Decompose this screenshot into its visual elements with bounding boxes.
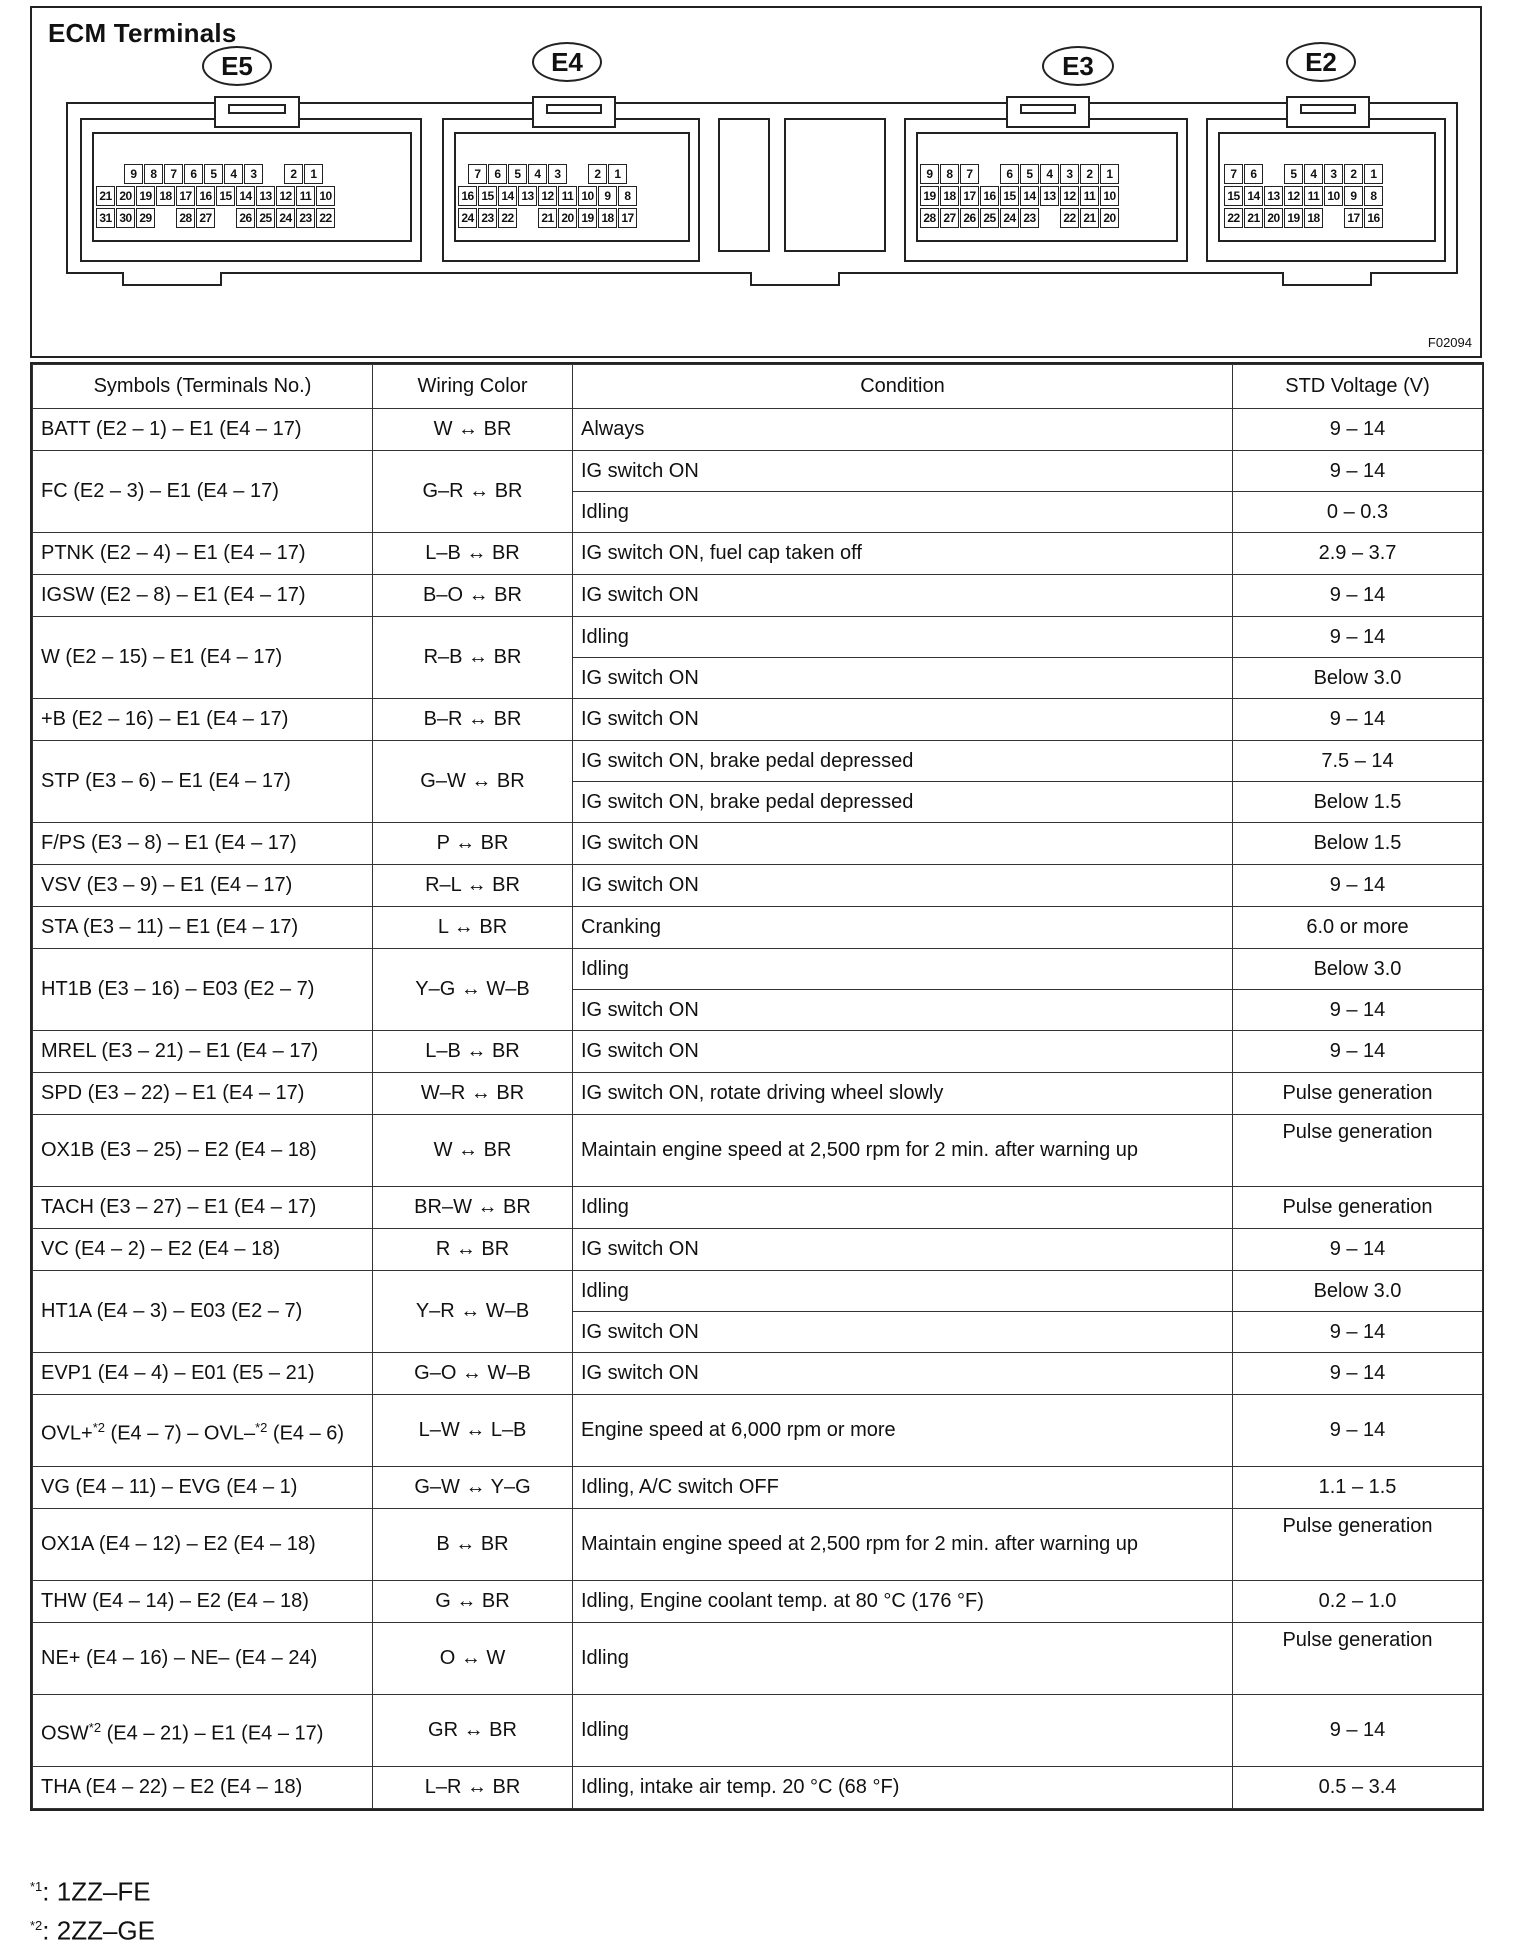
terminal-pin: 6	[488, 164, 507, 184]
terminal-pin: 3	[244, 164, 263, 184]
terminal-pin: 15	[216, 186, 235, 206]
mounting-foot	[1282, 272, 1372, 286]
terminal-pin	[216, 208, 235, 228]
terminal-pin: 6	[184, 164, 203, 184]
table-row	[33, 533, 1483, 575]
pin-row-1	[124, 164, 324, 184]
terminal-pin: 13	[1264, 186, 1283, 206]
connector-e3	[904, 118, 1188, 262]
wiring-color-cell: R ↔ BR	[373, 1229, 573, 1271]
table-row	[33, 1031, 1483, 1073]
terminal-pin	[156, 208, 175, 228]
terminal-pin: 18	[1304, 208, 1323, 228]
terminal-pin: 20	[1264, 208, 1283, 228]
terminal-pin: 16	[458, 186, 477, 206]
table-row	[33, 1229, 1483, 1271]
footnote	[30, 1870, 155, 1909]
terminal-pin: 25	[256, 208, 275, 228]
terminal-pin: 15	[1000, 186, 1019, 206]
pin-row-2	[1224, 186, 1384, 206]
symbol-cell: THW (E4 – 14) – E2 (E4 – 18)	[33, 1581, 373, 1623]
ecm-terminal-diagram	[30, 6, 1482, 358]
terminal-pin: 16	[196, 186, 215, 206]
std-voltage-cell: 9 – 14	[1233, 1312, 1483, 1353]
connector-label-e4: E4	[532, 42, 602, 82]
condition-cell: IG switch ON	[573, 575, 1233, 617]
terminal-pin: 31	[96, 208, 115, 228]
symbol-cell: F/PS (E3 – 8) – E1 (E4 – 17)	[33, 823, 373, 865]
connector-label-e5: E5	[202, 46, 272, 86]
terminal-pin: 4	[1040, 164, 1059, 184]
symbol-cell: HT1A (E4 – 3) – E03 (E2 – 7)	[33, 1271, 373, 1353]
std-voltage-cell: 9 – 14	[1233, 451, 1483, 492]
terminal-pin: 25	[980, 208, 999, 228]
symbol-cell: OX1B (E3 – 25) – E2 (E4 – 18)	[33, 1115, 373, 1187]
wiring-color-cell: G–W ↔ BR	[373, 741, 573, 823]
connector-e4	[442, 118, 700, 262]
wiring-color-cell: L–W ↔ L–B	[373, 1395, 573, 1467]
condition-cell: IG switch ON	[573, 1353, 1233, 1395]
footnote-text: : 1ZZ–FE	[42, 1876, 151, 1907]
mounting-foot	[122, 272, 222, 286]
pin-row-3	[96, 208, 336, 228]
condition-cell: Idling	[573, 492, 1233, 533]
condition-cell: IG switch ON	[573, 1312, 1233, 1353]
table-row	[33, 1395, 1483, 1467]
table-row	[33, 699, 1483, 741]
wiring-color-cell: B–R ↔ BR	[373, 699, 573, 741]
pin-row-2	[920, 186, 1120, 206]
terminal-pin	[1324, 208, 1343, 228]
wiring-color-cell: Y–R ↔ W–B	[373, 1271, 573, 1353]
pin-row-1	[1224, 164, 1384, 184]
condition-cell: IG switch ON	[573, 699, 1233, 741]
std-voltage-cell: Pulse generation	[1233, 1073, 1483, 1115]
terminal-pin: 15	[1224, 186, 1243, 206]
terminal-pin: 10	[1324, 186, 1343, 206]
terminal-pin: 5	[1284, 164, 1303, 184]
terminal-pin: 22	[316, 208, 335, 228]
terminal-pin: 19	[578, 208, 597, 228]
terminal-pin: 1	[608, 164, 627, 184]
terminal-pin: 18	[156, 186, 175, 206]
terminal-pin: 8	[144, 164, 163, 184]
condition-cell: Idling	[573, 1695, 1233, 1767]
terminal-table	[30, 362, 1484, 1811]
terminal-pin: 24	[458, 208, 477, 228]
std-voltage-cell: Pulse generation	[1233, 1187, 1483, 1229]
condition-cell: IG switch ON	[573, 658, 1233, 699]
condition-cell: Idling	[573, 617, 1233, 658]
terminal-pin: 30	[116, 208, 135, 228]
wiring-color-cell: Y–G ↔ W–B	[373, 949, 573, 1031]
std-voltage-cell: 0.2 – 1.0	[1233, 1581, 1483, 1623]
terminal-pin: 10	[578, 186, 597, 206]
terminal-pin: 2	[1080, 164, 1099, 184]
std-voltage-cell: 1.1 – 1.5	[1233, 1467, 1483, 1509]
terminal-pin: 28	[920, 208, 939, 228]
symbol-cell: OSW$^{*2}$ (E4 – 21) – E1 (E4 – 17)	[33, 1695, 373, 1767]
pin-row-1	[920, 164, 1120, 184]
pin-row-3	[458, 208, 638, 228]
terminal-pin: 19	[920, 186, 939, 206]
terminal-pin: 6	[1244, 164, 1263, 184]
table-header-row	[33, 365, 1483, 409]
terminal-pin: 19	[136, 186, 155, 206]
table-row	[33, 1767, 1483, 1809]
wiring-color-cell: L–R ↔ BR	[373, 1767, 573, 1809]
symbol-cell: MREL (E3 – 21) – E1 (E4 – 17)	[33, 1031, 373, 1073]
table-row	[33, 409, 1483, 451]
condition-cell: Engine speed at 6,000 rpm or more	[573, 1395, 1233, 1467]
blank-slot	[718, 118, 770, 252]
footnotes	[30, 1870, 155, 1947]
terminal-pin: 12	[1284, 186, 1303, 206]
terminal-pin: 16	[980, 186, 999, 206]
condition-cell: Idling, A/C switch OFF	[573, 1467, 1233, 1509]
terminal-pin: 27	[940, 208, 959, 228]
terminal-pin: 11	[296, 186, 315, 206]
terminal-pin: 8	[618, 186, 637, 206]
wiring-color-cell: L ↔ BR	[373, 907, 573, 949]
symbol-cell: TACH (E3 – 27) – E1 (E4 – 17)	[33, 1187, 373, 1229]
std-voltage-cell: 9 – 14	[1233, 865, 1483, 907]
terminal-pin: 14	[498, 186, 517, 206]
diagram-title: ECM Terminals	[48, 18, 237, 48]
terminal-pin: 7	[1224, 164, 1243, 184]
condition-cell: Idling, intake air temp. 20 °C (68 °F)	[573, 1767, 1233, 1809]
terminal-pin: 24	[276, 208, 295, 228]
mounting-foot	[750, 272, 840, 286]
terminal-pin: 8	[940, 164, 959, 184]
terminal-pin: 16	[1364, 208, 1383, 228]
terminal-pin: 17	[960, 186, 979, 206]
wiring-color-cell: BR–W ↔ BR	[373, 1187, 573, 1229]
terminal-pin: 12	[538, 186, 557, 206]
terminal-pin: 24	[1000, 208, 1019, 228]
table-row	[33, 1695, 1483, 1767]
terminal-pin: 21	[538, 208, 557, 228]
condition-cell: IG switch ON	[573, 990, 1233, 1031]
terminal-pin: 15	[478, 186, 497, 206]
terminal-pin: 3	[1060, 164, 1079, 184]
condition-cell: IG switch ON, rotate driving wheel slowly	[573, 1073, 1233, 1115]
terminal-pin: 11	[558, 186, 577, 206]
terminal-pin: 21	[96, 186, 115, 206]
std-voltage-cell: Below 3.0	[1233, 658, 1483, 699]
terminal-pin: 5	[508, 164, 527, 184]
terminal-pin: 23	[1020, 208, 1039, 228]
wiring-color-cell: G–O ↔ W–B	[373, 1353, 573, 1395]
terminal-pin: 23	[296, 208, 315, 228]
terminal-pin: 10	[316, 186, 335, 206]
symbol-cell: PTNK (E2 – 4) – E1 (E4 – 17)	[33, 533, 373, 575]
terminal-pin: 7	[468, 164, 487, 184]
wiring-color-cell: B ↔ BR	[373, 1509, 573, 1581]
std-voltage-cell: 9 – 14	[1233, 1353, 1483, 1395]
symbol-cell: STP (E3 – 6) – E1 (E4 – 17)	[33, 741, 373, 823]
wiring-color-cell: R–L ↔ BR	[373, 865, 573, 907]
condition-cell: IG switch ON, fuel cap taken off	[573, 533, 1233, 575]
std-voltage-cell: 9 – 14	[1233, 990, 1483, 1031]
terminal-pin: 4	[1304, 164, 1323, 184]
terminal-pin: 9	[124, 164, 143, 184]
footnote	[30, 1909, 155, 1947]
wiring-color-cell: G–W ↔ Y–G	[373, 1467, 573, 1509]
terminal-pin: 2	[284, 164, 303, 184]
terminal-pin: 21	[1080, 208, 1099, 228]
terminal-pin: 10	[1100, 186, 1119, 206]
terminal-pin: 11	[1304, 186, 1323, 206]
terminal-pin: 17	[618, 208, 637, 228]
blank-slot	[784, 118, 886, 252]
table-row	[33, 1115, 1483, 1187]
std-voltage-cell: 6.0 or more	[1233, 907, 1483, 949]
terminal-pin: 12	[1060, 186, 1079, 206]
terminal-pin: 9	[1344, 186, 1363, 206]
symbol-cell: HT1B (E3 – 16) – E03 (E2 – 7)	[33, 949, 373, 1031]
std-voltage-cell: Below 1.5	[1233, 782, 1483, 823]
table-row	[33, 575, 1483, 617]
std-voltage-cell: Below 3.0	[1233, 949, 1483, 990]
terminal-pin: 5	[204, 164, 223, 184]
symbol-cell: VG (E4 – 11) – EVG (E4 – 1)	[33, 1467, 373, 1509]
pin-row-2	[96, 186, 336, 206]
symbol-cell: VSV (E3 – 9) – E1 (E4 – 17)	[33, 865, 373, 907]
terminal-pin: 17	[176, 186, 195, 206]
connector-e5	[80, 118, 422, 262]
terminal-pin	[518, 208, 537, 228]
wiring-color-cell: R–B ↔ BR	[373, 617, 573, 699]
symbol-cell: OX1A (E4 – 12) – E2 (E4 – 18)	[33, 1509, 373, 1581]
table-row	[33, 865, 1483, 907]
std-voltage-cell: 0 – 0.3	[1233, 492, 1483, 533]
connector-clip	[214, 96, 300, 128]
terminal-pin: 13	[518, 186, 537, 206]
figure-code: F02094	[1427, 335, 1472, 350]
std-voltage-cell: 9 – 14	[1233, 699, 1483, 741]
terminal-pin: 1	[304, 164, 323, 184]
terminal-pin: 6	[1000, 164, 1019, 184]
connector-e2	[1206, 118, 1446, 262]
wiring-color-cell: W ↔ BR	[373, 1115, 573, 1187]
terminal-pin: 2	[1344, 164, 1363, 184]
terminal-pin: 11	[1080, 186, 1099, 206]
condition-cell: Cranking	[573, 907, 1233, 949]
symbol-cell: +B (E2 – 16) – E1 (E4 – 17)	[33, 699, 373, 741]
symbol-cell: IGSW (E2 – 8) – E1 (E4 – 17)	[33, 575, 373, 617]
header-std-voltage: STD Voltage (V)	[1233, 365, 1483, 409]
wiring-color-cell: W–R ↔ BR	[373, 1073, 573, 1115]
terminal-pin: 3	[1324, 164, 1343, 184]
connector-clip	[1286, 96, 1370, 128]
std-voltage-cell: 9 – 14	[1233, 1395, 1483, 1467]
wiring-color-cell: GR ↔ BR	[373, 1695, 573, 1767]
terminal-pin: 7	[960, 164, 979, 184]
terminal-pin: 18	[940, 186, 959, 206]
connector-clip	[1006, 96, 1090, 128]
condition-cell: Maintain engine speed at 2,500 rpm for 2 min. after warning up	[573, 1115, 1233, 1187]
terminal-pin: 14	[1020, 186, 1039, 206]
terminal-pin: 18	[598, 208, 617, 228]
terminal-pin: 1	[1100, 164, 1119, 184]
wiring-color-cell: L–B ↔ BR	[373, 533, 573, 575]
terminal-pin: 20	[116, 186, 135, 206]
header-symbols: Symbols (Terminals No.)	[33, 365, 373, 409]
wiring-color-cell: L–B ↔ BR	[373, 1031, 573, 1073]
terminal-pin: 9	[920, 164, 939, 184]
terminal-pin: 17	[1344, 208, 1363, 228]
std-voltage-cell: 9 – 14	[1233, 1031, 1483, 1073]
std-voltage-cell: Below 3.0	[1233, 1271, 1483, 1312]
terminal-pin: 21	[1244, 208, 1263, 228]
std-voltage-cell: Below 1.5	[1233, 823, 1483, 865]
symbol-cell: VC (E4 – 2) – E2 (E4 – 18)	[33, 1229, 373, 1271]
wiring-color-cell: W ↔ BR	[373, 409, 573, 451]
terminal-pin: 22	[1224, 208, 1243, 228]
table-row	[33, 1467, 1483, 1509]
terminal-pin: 13	[256, 186, 275, 206]
terminal-pin: 2	[588, 164, 607, 184]
table-row	[33, 1509, 1483, 1581]
connector-label-e3: E3	[1042, 46, 1114, 86]
pin-row-1	[468, 164, 628, 184]
table-row	[33, 617, 1483, 658]
table-row	[33, 1581, 1483, 1623]
terminal-pin: 22	[498, 208, 517, 228]
header-condition: Condition	[573, 365, 1233, 409]
table-row	[33, 451, 1483, 492]
symbol-cell: W (E2 – 15) – E1 (E4 – 17)	[33, 617, 373, 699]
terminal-pin: 4	[528, 164, 547, 184]
terminal-pin: 26	[960, 208, 979, 228]
footnote-text: : 2ZZ–GE	[42, 1915, 155, 1946]
terminal-pin: 5	[1020, 164, 1039, 184]
symbol-cell: NE+ (E4 – 16) – NE– (E4 – 24)	[33, 1623, 373, 1695]
terminal-pin: 14	[236, 186, 255, 206]
terminal-pin: 14	[1244, 186, 1263, 206]
connector-label-e2: E2	[1286, 42, 1356, 82]
table-row	[33, 823, 1483, 865]
terminal-pin: 13	[1040, 186, 1059, 206]
terminal-pin: 19	[1284, 208, 1303, 228]
table-row	[33, 1353, 1483, 1395]
terminal-pin: 26	[236, 208, 255, 228]
condition-cell: IG switch ON	[573, 451, 1233, 492]
std-voltage-cell: 9 – 14	[1233, 617, 1483, 658]
terminal-pin: 22	[1060, 208, 1079, 228]
std-voltage-cell: Pulse generation	[1233, 1623, 1483, 1695]
table-row	[33, 1187, 1483, 1229]
std-voltage-cell: 9 – 14	[1233, 1695, 1483, 1767]
wiring-color-cell: G–R ↔ BR	[373, 451, 573, 533]
connector-clip	[532, 96, 616, 128]
condition-cell: IG switch ON	[573, 1229, 1233, 1271]
condition-cell: Idling	[573, 1187, 1233, 1229]
symbol-cell: OVL+$^{*2}$ (E4 – 7) – OVL–$^{*2}$ (E4 – 6)	[33, 1395, 373, 1467]
std-voltage-cell: Pulse generation	[1233, 1509, 1483, 1581]
symbol-cell: BATT (E2 – 1) – E1 (E4 – 17)	[33, 409, 373, 451]
std-voltage-cell: 0.5 – 3.4	[1233, 1767, 1483, 1809]
std-voltage-cell: 9 – 14	[1233, 1229, 1483, 1271]
terminal-pin	[568, 164, 587, 184]
condition-cell: IG switch ON	[573, 865, 1233, 907]
table-row	[33, 741, 1483, 782]
footnote-mark: *2	[30, 1917, 43, 1933]
terminal-pin: 8	[1364, 186, 1383, 206]
pin-row-3	[920, 208, 1120, 228]
terminal-pin: 3	[548, 164, 567, 184]
footnote-mark: *1	[30, 1879, 43, 1894]
condition-cell: IG switch ON, brake pedal depressed	[573, 782, 1233, 823]
table-row	[33, 949, 1483, 990]
condition-cell: IG switch ON	[573, 1031, 1233, 1073]
table-row	[33, 1073, 1483, 1115]
terminal-pin: 20	[558, 208, 577, 228]
pin-row-3	[1224, 208, 1384, 228]
header-wiring-color: Wiring Color	[373, 365, 573, 409]
symbol-cell: EVP1 (E4 – 4) – E01 (E5 – 21)	[33, 1353, 373, 1395]
terminal-pin: 23	[478, 208, 497, 228]
terminal-pin: 7	[164, 164, 183, 184]
condition-cell: IG switch ON, brake pedal depressed	[573, 741, 1233, 782]
wiring-color-cell: G ↔ BR	[373, 1581, 573, 1623]
table-row	[33, 907, 1483, 949]
condition-cell: IG switch ON	[573, 823, 1233, 865]
terminal-pin: 12	[276, 186, 295, 206]
std-voltage-cell: 9 – 14	[1233, 575, 1483, 617]
terminal-pin: 4	[224, 164, 243, 184]
symbol-cell: SPD (E3 – 22) – E1 (E4 – 17)	[33, 1073, 373, 1115]
condition-cell: Idling, Engine coolant temp. at 80 °C (176 °F)	[573, 1581, 1233, 1623]
condition-cell: Idling	[573, 1623, 1233, 1695]
condition-cell: Maintain engine speed at 2,500 rpm for 2 min. after warning up	[573, 1509, 1233, 1581]
wiring-color-cell: B–O ↔ BR	[373, 575, 573, 617]
symbol-cell: STA (E3 – 11) – E1 (E4 – 17)	[33, 907, 373, 949]
terminal-pin	[1264, 164, 1283, 184]
condition-cell: Always	[573, 409, 1233, 451]
wiring-color-cell: O ↔ W	[373, 1623, 573, 1695]
pin-row-2	[458, 186, 638, 206]
terminal-pin: 28	[176, 208, 195, 228]
terminal-pin: 20	[1100, 208, 1119, 228]
std-voltage-cell: 9 – 14	[1233, 409, 1483, 451]
terminal-pin: 9	[598, 186, 617, 206]
terminal-pin: 27	[196, 208, 215, 228]
symbol-cell: THA (E4 – 22) – E2 (E4 – 18)	[33, 1767, 373, 1809]
condition-cell: Idling	[573, 949, 1233, 990]
terminal-pin: 29	[136, 208, 155, 228]
terminal-pin	[1040, 208, 1059, 228]
std-voltage-cell: Pulse generation	[1233, 1115, 1483, 1187]
symbol-cell: FC (E2 – 3) – E1 (E4 – 17)	[33, 451, 373, 533]
condition-cell: Idling	[573, 1271, 1233, 1312]
terminal-pin	[980, 164, 999, 184]
table-row	[33, 1271, 1483, 1312]
table-row	[33, 1623, 1483, 1695]
std-voltage-cell: 2.9 – 3.7	[1233, 533, 1483, 575]
terminal-pin: 1	[1364, 164, 1383, 184]
terminal-pin	[264, 164, 283, 184]
std-voltage-cell: 7.5 – 14	[1233, 741, 1483, 782]
wiring-color-cell: P ↔ BR	[373, 823, 573, 865]
